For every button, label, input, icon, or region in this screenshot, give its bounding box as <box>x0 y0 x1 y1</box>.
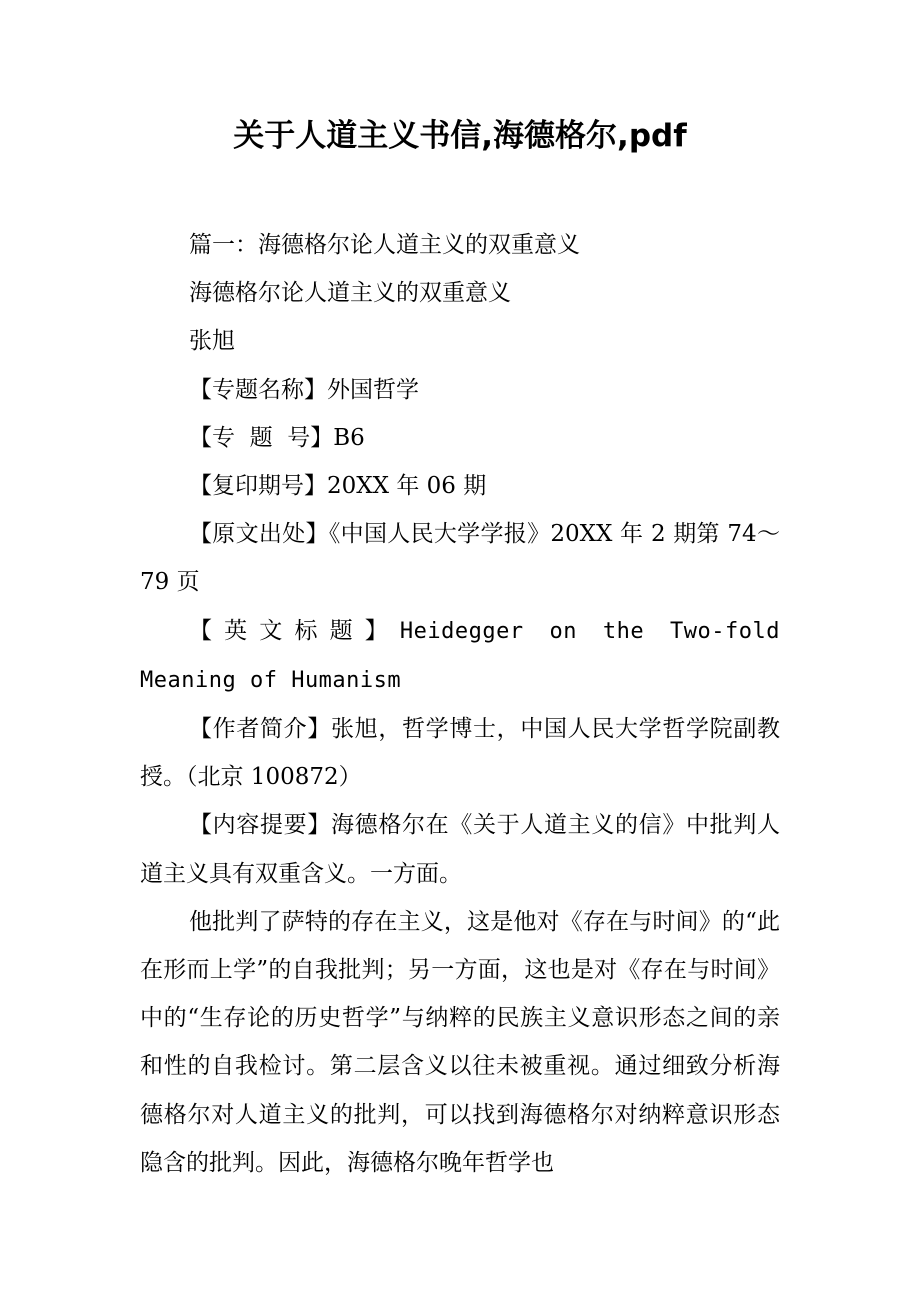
document-title: 关于人道主义书信,海德格尔,pdf <box>233 118 687 154</box>
meta-topic-number-value: B6 <box>333 424 365 451</box>
meta-english-title-value: Heidegger on the Two-fold Meaning of Humanism <box>140 618 780 693</box>
meta-english-title-label: 【英文标题】 <box>189 617 400 644</box>
meta-author-bio-value: 张旭，哲学博士，中国人民大学哲学院副教授。（北京 100872） <box>140 716 781 791</box>
article-title: 海德格尔论人道主义的双重意义 <box>189 280 511 307</box>
document-body <box>140 221 780 1187</box>
meta-source-value: 《中国人民大学学报》20XX 年 2 期第 74～79 页 <box>140 521 780 596</box>
meta-topic <box>140 366 780 414</box>
meta-abstract-label: 【内容提要】 <box>189 812 331 839</box>
meta-topic-label: 【专题名称】 <box>189 376 327 403</box>
meta-reprint-value: 20XX 年 06 期 <box>327 473 487 500</box>
meta-reprint-label: 【复印期号】 <box>189 473 327 500</box>
meta-topic-value: 外国哲学 <box>327 376 419 403</box>
author-name: 张旭 <box>189 328 235 355</box>
meta-abstract-value: 海德格尔在《关于人道主义的信》中批判人道主义具有双重含义。一方面。 <box>140 812 781 887</box>
meta-reprint <box>140 462 780 510</box>
body-paragraph: 他批判了萨特的存在主义，这是他对《存在与时间》的“此在形而上学”的自我批判；另一方面，这也是对《存在与时间》中的“生存论的历史哲学”与纳粹的民族主义意识形态之间的亲和性的自我检讨。第二层含义以往未被重视。通过细致分析海德格尔对人道主义的批判，可以找到海德格尔对纳粹意识形态隐含的批判。因此，海德格尔晚年哲学也 <box>140 908 780 1176</box>
meta-author-bio <box>140 705 780 801</box>
meta-topic-number <box>140 414 780 462</box>
meta-english-title <box>140 607 780 705</box>
meta-topic-number-label: 【专 题 号】 <box>189 424 334 451</box>
chapter-heading: 篇一：海德格尔论人道主义的双重意义 <box>189 232 580 258</box>
meta-author-bio-label: 【作者简介】 <box>189 716 331 743</box>
meta-source <box>140 510 780 606</box>
meta-abstract <box>140 801 780 897</box>
meta-source-label: 【原文出处】 <box>189 521 329 548</box>
